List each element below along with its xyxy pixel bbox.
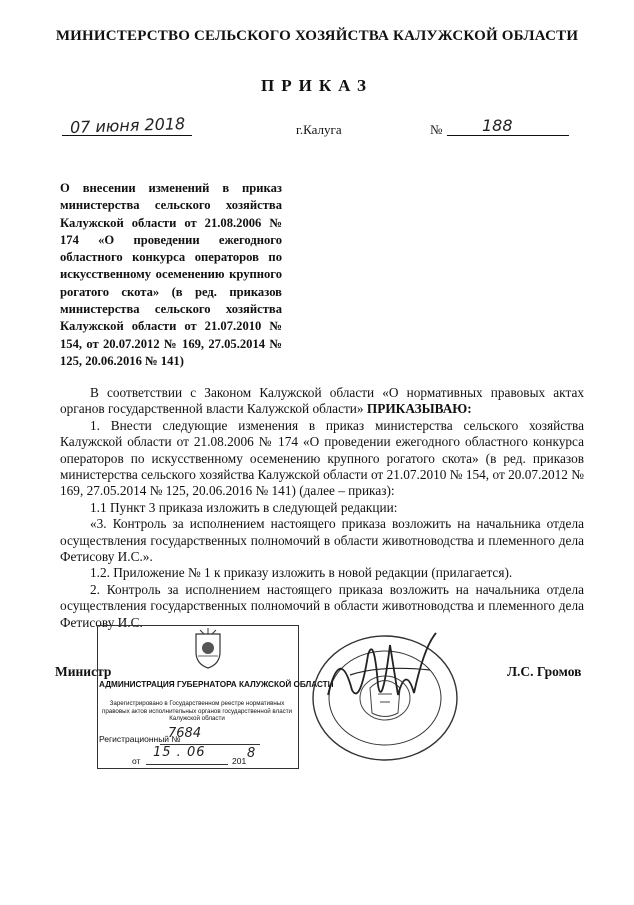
number-underline [447,135,569,136]
number-handwritten: 188 [482,116,513,135]
registration-year-prefix: 201 [232,756,247,766]
date-handwritten: 07 июня 2018 [69,113,186,138]
signatory-name: Л.С. Громов [507,664,582,679]
registration-date: 15 . 06 [153,745,206,760]
stamp-text: Зарегистрировано в Государственном реестре нормативных правовых актов исполнительных органов государственной власти Калужской области [101,700,293,722]
stamp-title: АДМИНИСТРАЦИЯ ГУБЕРНАТОРА КАЛУЖСКОЙ ОБЛАСТИ [99,680,334,689]
intro-paragraph [60,385,584,418]
signatory-position: Министр [55,664,112,679]
registration-label: Регистрационный № [99,734,181,744]
paragraph-2: 2. Контроль за исполнением настоящего приказа возложить на начальника отдела осуществления государственных полномочий в области животноводства и племенного дела Фетисову И.С. [60,581,584,630]
registration-year-suffix: 8 [247,746,256,761]
paragraph-1: 1. Внести следующие изменения в приказ министерства сельского хозяйства Калужской области от 21.08.2006 № 174 «О проведении ежегодного областного конкурса операторов по искусственному осеменению крупного рогатого скота» (в ред. приказов министерства сельского хозяйства Калужской области от 21.07.2010 № 154, от 20.07.2012 № 169, 27.05.2014 № 125, 20.06.2016 № 141) (далее – приказ): [60,417,584,499]
registration-number: 7684 [168,726,202,741]
registration-date-underline [146,764,228,765]
coat-of-arms-icon [188,626,228,672]
ministry-name: МИНИСТЕРСТВО СЕЛЬСКОГО ХОЗЯЙСТВА КАЛУЖСКОЙ ОБЛАСТИ [55,28,579,44]
number-label: № [430,122,443,137]
paragraph-1-1-quote: «3. Контроль за исполнением настоящего приказа возложить на начальника отдела осуществления государственных полномочий в области животноводства и племенного дела Фетисову И.С.». [60,516,584,565]
paragraph-1-2: 1.2. Приложение № 1 к приказу изложить в новой редакции (прилагается). [90,565,513,581]
paragraph-1-1: 1.1 Пункт 3 приказа изложить в следующей редакции: [90,499,398,515]
intro-text: В соответствии с Законом Калужской области «О нормативных правовых актах органов государственной власти Калужской области» [60,385,584,417]
handwritten-signature [320,625,440,715]
subject-heading: О внесении изменений в приказ министерства сельского хозяйства Калужской области от 21.08.2006 № 174 «О проведении ежегодного областного конкурса операторов по искусственному осеменению крупного рогатого скота» (в ред. приказов министерства сельского хозяйства Калужской области от 21.07.2010 № 154, от 20.07.2012 № 169, 27.05.2014 № 125, 20.06.2016 № 141) [60,181,282,368]
order-body [60,385,584,631]
document-type: ПРИКАЗ [261,76,373,95]
date-underline [62,135,192,136]
registration-from-label: от [132,756,141,766]
order-word: ПРИКАЗЫВАЮ: [366,401,472,417]
city: г.Калуга [296,122,342,137]
